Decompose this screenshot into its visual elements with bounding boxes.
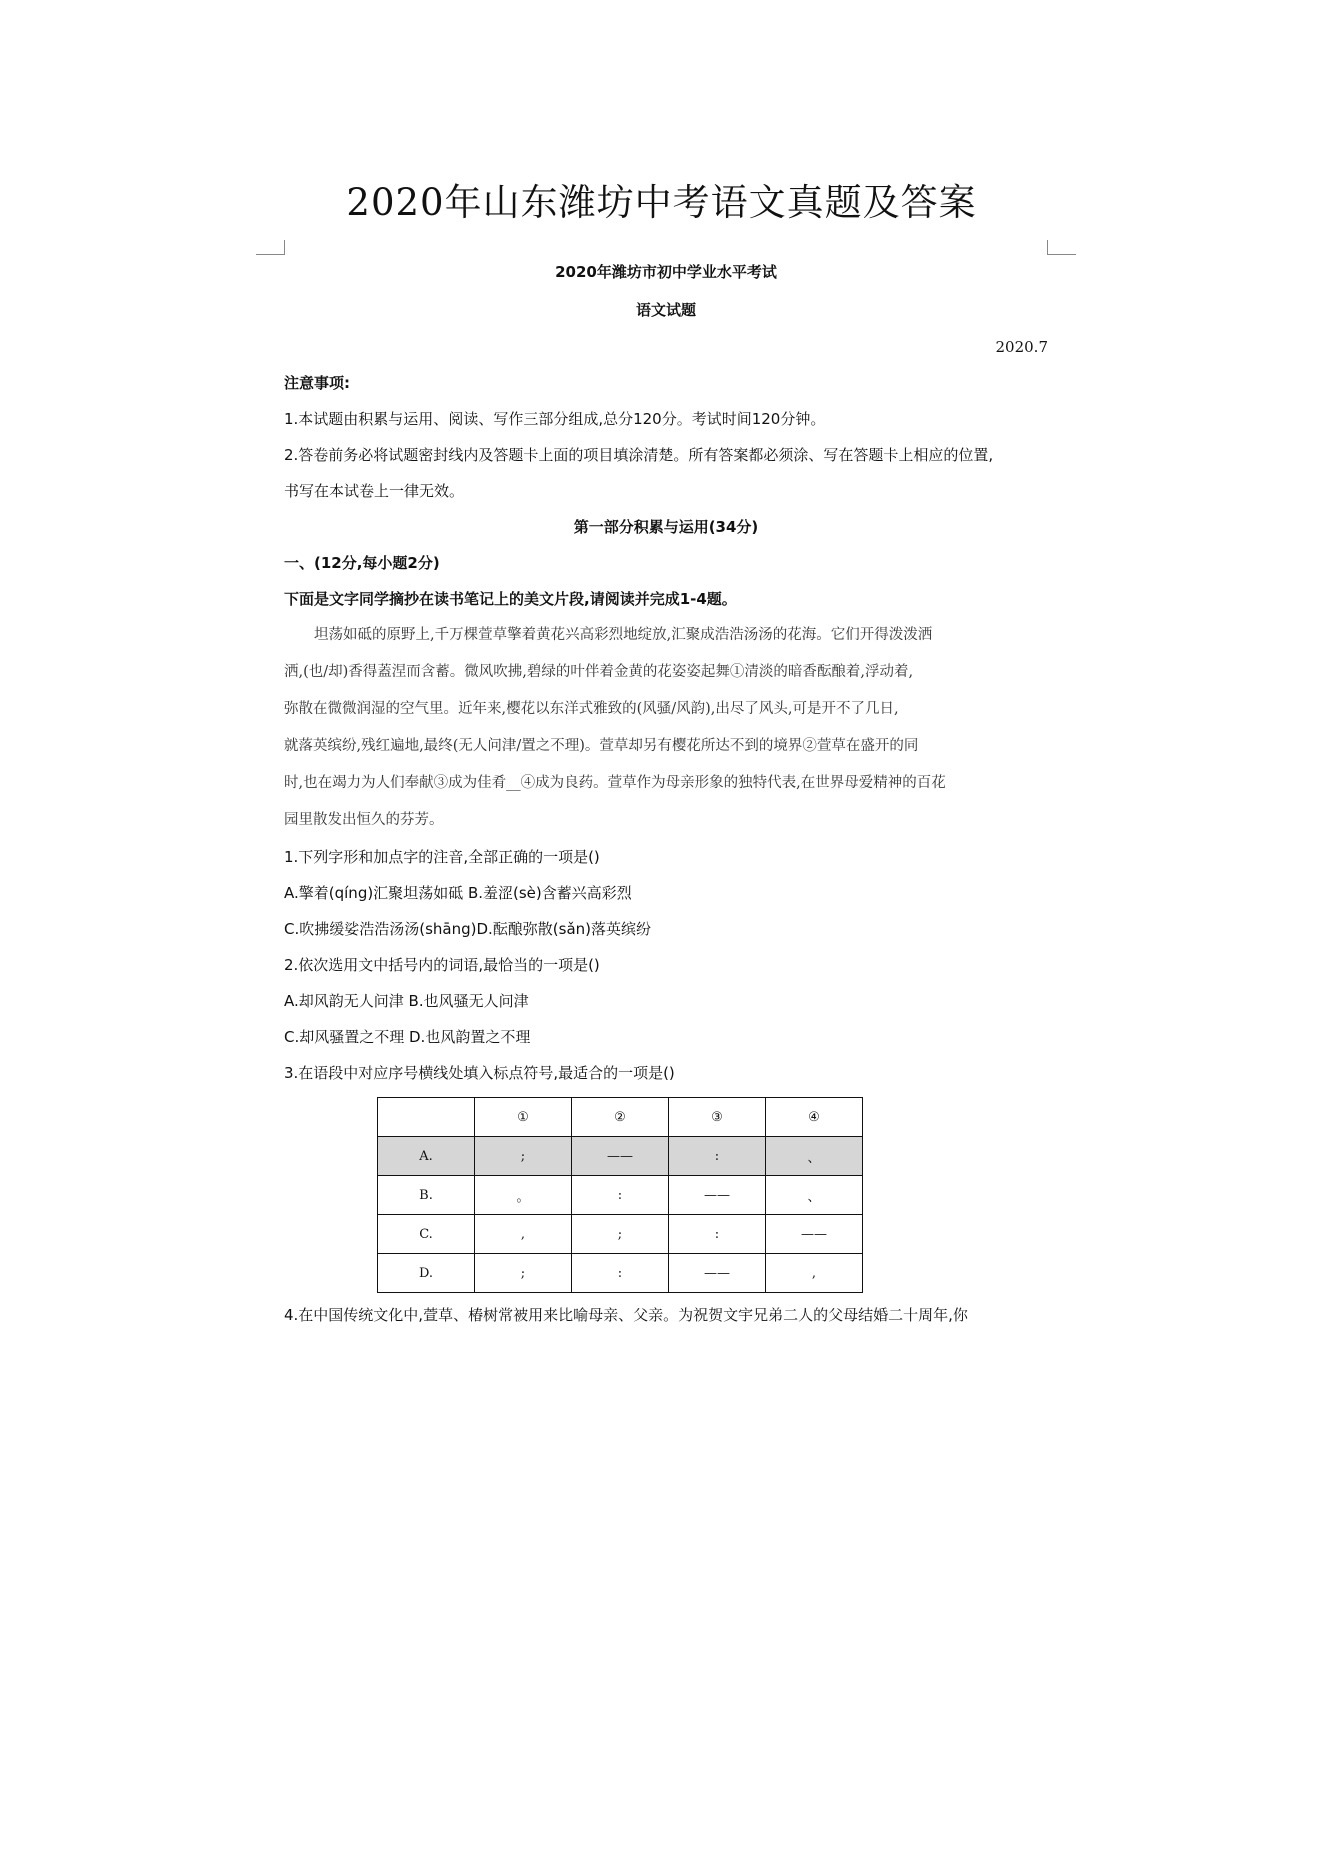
table-cell: ① <box>475 1098 572 1137</box>
table-cell: A. <box>378 1137 475 1176</box>
table-row <box>378 1215 863 1254</box>
table-cell: ; <box>475 1137 572 1176</box>
passage <box>284 617 1048 839</box>
notice-heading: 注意事项: <box>284 374 350 392</box>
table-row <box>378 1254 863 1293</box>
reading-instruction: 下面是文字同学摘抄在读书笔记上的美文片段,请阅读并完成1-4题。 <box>284 590 737 608</box>
passage-line: 弥散在微微润湿的空气里。近年来,樱花以东洋式雅致的(风骚/风韵),出尽了风头,可是开不了几日, <box>284 701 899 717</box>
passage-line: 坦荡如砥的原野上,千万棵萱草擎着黄花兴高彩烈地绽放,汇聚成浩浩汤汤的花海。它们开得泼泼洒 <box>314 627 933 643</box>
table-cell: —— <box>669 1254 766 1293</box>
passage-line: 园里散发出恒久的芬芳。 <box>284 812 444 828</box>
passage-line: 洒,(也/却)香得蓋涅而含蓄。微风吹拂,碧绿的叶伴着金黄的花姿姿起舞①清淡的暗香酝酿着,浮动着, <box>284 664 914 680</box>
table-cell: ④ <box>766 1098 863 1137</box>
table-cell: 、 <box>766 1137 863 1176</box>
document-title: 2020年山东潍坊中考语文真题及答案 <box>346 181 977 224</box>
table-cell: —— <box>572 1137 669 1176</box>
notice-line-3: 书写在本试卷上一律无效。 <box>284 482 465 500</box>
page-corner-mark-left <box>256 240 285 255</box>
table-cell: ; <box>572 1215 669 1254</box>
table-cell: D. <box>378 1254 475 1293</box>
subject-title: 语文试题 <box>635 301 696 319</box>
table-cell: ② <box>572 1098 669 1137</box>
question-2-options-cd: C.却风骚置之不理 D.也风韵置之不理 <box>284 1028 531 1046</box>
part1-title: 第一部分积累与运用(34分) <box>573 518 759 536</box>
table-cell <box>378 1098 475 1137</box>
notice-line-1: 1.本试题由积累与运用、阅读、写作三部分组成,总分120分。考试时间120分钟。 <box>284 410 826 428</box>
question-3-stem: 3.在语段中对应序号横线处填入标点符号,最适合的一项是() <box>284 1064 675 1082</box>
section1-heading: 一、(12分,每小题2分) <box>284 554 440 572</box>
table-cell: ; <box>475 1254 572 1293</box>
table-row <box>378 1137 863 1176</box>
question-1-stem: 1.下列字形和加点字的注音,全部正确的一项是() <box>284 848 600 866</box>
table-cell: 。 <box>475 1176 572 1215</box>
question-1-options-ab: A.擎着(qíng)汇聚坦荡如砥 B.羞涩(sè)含蓄兴高彩烈 <box>284 884 632 902</box>
question-1-options-cd: C.吹拂缓娑浩浩汤汤(shāng)D.酝酿弥散(sǎn)落英缤纷 <box>284 920 652 938</box>
passage-line: 时,也在竭力为人们奉献③成为佳肴__④成为良药。萱草作为母亲形象的独特代表,在世界母爱精神的百花 <box>284 775 946 791</box>
table-cell: : <box>669 1215 766 1254</box>
table-cell: C. <box>378 1215 475 1254</box>
exam-date: 2020.7 <box>995 338 1048 356</box>
table-cell: : <box>572 1176 669 1215</box>
question-4-stem: 4.在中国传统文化中,萱草、椿树常被用来比喻母亲、父亲。为祝贺文宇兄弟二人的父母结婚二十周年,你 <box>284 1306 968 1324</box>
table-header-row <box>378 1098 863 1137</box>
table-cell: : <box>572 1254 669 1293</box>
table-cell: —— <box>669 1176 766 1215</box>
punctuation-options-table <box>377 1097 863 1293</box>
passage-line: 就落英缤纷,残红遍地,最终(无人问津/置之不理)。萱草却另有樱花所达不到的境界②萱草在盛开的同 <box>284 738 919 754</box>
table-cell: ③ <box>669 1098 766 1137</box>
scanned-page <box>284 255 1048 1333</box>
table-cell: , <box>475 1215 572 1254</box>
table-row <box>378 1176 863 1215</box>
table-cell: : <box>669 1137 766 1176</box>
question-2-stem: 2.依次选用文中括号内的词语,最恰当的一项是() <box>284 956 600 974</box>
table-cell: —— <box>766 1215 863 1254</box>
question-2-options-ab: A.却风韵无人问津 B.也风骚无人问津 <box>284 992 529 1010</box>
table-cell: , <box>766 1254 863 1293</box>
notice-line-2: 2.答卷前务必将试题密封线内及答题卡上面的项目填涂清楚。所有答案都必须涂、写在答题卡上相应的位置, <box>284 446 994 464</box>
page-corner-mark-right <box>1047 240 1076 255</box>
table-cell: B. <box>378 1176 475 1215</box>
exam-title: 2020年潍坊市初中学业水平考试 <box>555 263 777 281</box>
table-cell: 、 <box>766 1176 863 1215</box>
